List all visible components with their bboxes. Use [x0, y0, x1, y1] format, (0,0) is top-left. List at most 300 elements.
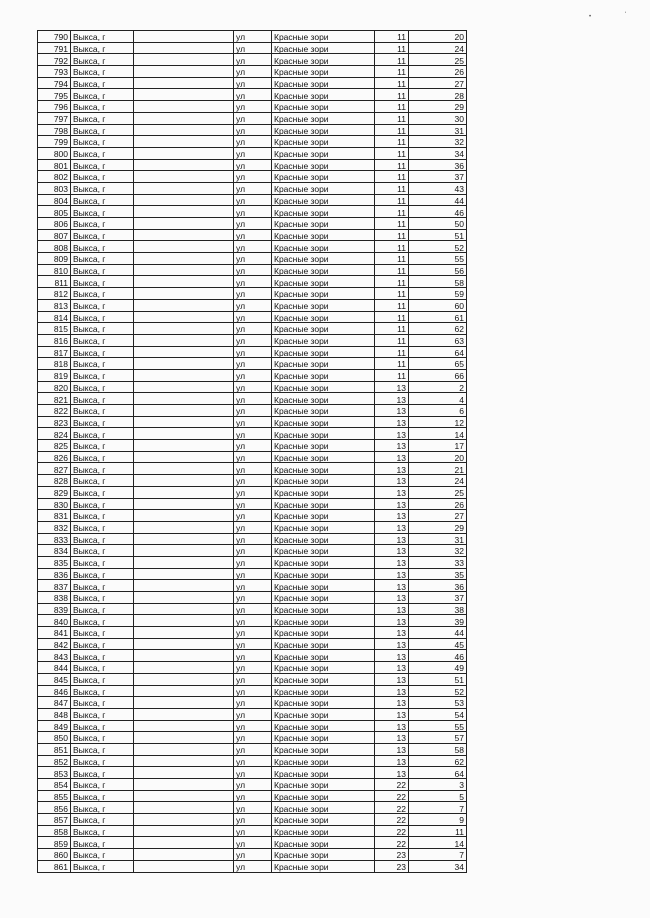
table-row [38, 650, 467, 662]
table-row [38, 825, 467, 837]
house-number-cell: 11 [375, 299, 409, 311]
house-number-cell: 13 [375, 685, 409, 697]
city-cell: Выкса, г [71, 323, 134, 335]
street-name-cell: Красные зори [272, 697, 375, 709]
blank-cell [134, 393, 234, 405]
blank-cell [134, 743, 234, 755]
row-number: 860 [38, 849, 71, 861]
row-number: 847 [38, 697, 71, 709]
apartment-cell: 53 [409, 697, 467, 709]
apartment-cell: 54 [409, 708, 467, 720]
city-cell: Выкса, г [71, 66, 134, 78]
apartment-cell: 46 [409, 650, 467, 662]
blank-cell [134, 218, 234, 230]
apartment-cell: 7 [409, 802, 467, 814]
row-number: 815 [38, 323, 71, 335]
street-name-cell: Красные зори [272, 451, 375, 463]
street-name-cell: Красные зори [272, 592, 375, 604]
table-row [38, 194, 467, 206]
table-row [38, 673, 467, 685]
city-cell: Выкса, г [71, 89, 134, 101]
blank-cell [134, 264, 234, 276]
street-name-cell: Красные зори [272, 779, 375, 791]
street-name-cell: Красные зори [272, 311, 375, 323]
row-number: 798 [38, 124, 71, 136]
street-name-cell: Красные зори [272, 241, 375, 253]
apartment-cell: 60 [409, 299, 467, 311]
street-name-cell: Красные зори [272, 475, 375, 487]
city-cell: Выкса, г [71, 276, 134, 288]
blank-cell [134, 697, 234, 709]
row-number: 803 [38, 182, 71, 194]
city-cell: Выкса, г [71, 54, 134, 66]
table-row [38, 299, 467, 311]
apartment-cell: 55 [409, 720, 467, 732]
street-name-cell: Красные зори [272, 416, 375, 428]
house-number-cell: 22 [375, 779, 409, 791]
blank-cell [134, 77, 234, 89]
apartment-cell: 31 [409, 533, 467, 545]
row-number: 812 [38, 288, 71, 300]
street-type-cell: ул [234, 323, 272, 335]
table-row [38, 720, 467, 732]
row-number: 838 [38, 592, 71, 604]
street-type-cell: ул [234, 229, 272, 241]
city-cell: Выкса, г [71, 825, 134, 837]
apartment-cell: 27 [409, 510, 467, 522]
house-number-cell: 13 [375, 755, 409, 767]
apartment-cell: 17 [409, 440, 467, 452]
street-name-cell: Красные зори [272, 358, 375, 370]
street-type-cell: ул [234, 218, 272, 230]
city-cell: Выкса, г [71, 779, 134, 791]
blank-cell [134, 592, 234, 604]
street-type-cell: ул [234, 288, 272, 300]
apartment-cell: 58 [409, 743, 467, 755]
street-name-cell: Красные зори [272, 650, 375, 662]
house-number-cell: 11 [375, 171, 409, 183]
row-number: 844 [38, 662, 71, 674]
row-number: 816 [38, 334, 71, 346]
blank-cell [134, 241, 234, 253]
apartment-cell: 5 [409, 790, 467, 802]
row-number: 793 [38, 66, 71, 78]
street-type-cell: ул [234, 264, 272, 276]
row-number: 861 [38, 860, 71, 872]
blank-cell [134, 708, 234, 720]
table-row [38, 229, 467, 241]
city-cell: Выкса, г [71, 101, 134, 113]
table-row [38, 334, 467, 346]
street-name-cell: Красные зори [272, 54, 375, 66]
street-type-cell: ул [234, 849, 272, 861]
table-body [38, 31, 467, 873]
house-number-cell: 13 [375, 556, 409, 568]
row-number: 832 [38, 521, 71, 533]
blank-cell [134, 767, 234, 779]
apartment-cell: 62 [409, 755, 467, 767]
table-row [38, 276, 467, 288]
row-number: 834 [38, 545, 71, 557]
row-number: 826 [38, 451, 71, 463]
street-name-cell: Красные зори [272, 673, 375, 685]
street-type-cell: ул [234, 171, 272, 183]
table-row [38, 31, 467, 43]
row-number: 843 [38, 650, 71, 662]
blank-cell [134, 814, 234, 826]
street-name-cell: Красные зори [272, 182, 375, 194]
street-name-cell: Красные зори [272, 732, 375, 744]
house-number-cell: 11 [375, 288, 409, 300]
city-cell: Выкса, г [71, 264, 134, 276]
blank-cell [134, 136, 234, 148]
street-type-cell: ул [234, 77, 272, 89]
table-row [38, 849, 467, 861]
blank-cell [134, 533, 234, 545]
scan-speck: • [589, 14, 592, 20]
row-number: 799 [38, 136, 71, 148]
house-number-cell: 11 [375, 206, 409, 218]
table-row [38, 814, 467, 826]
blank-cell [134, 615, 234, 627]
street-name-cell: Красные зори [272, 206, 375, 218]
table-row [38, 790, 467, 802]
street-name-cell: Красные зори [272, 218, 375, 230]
street-type-cell: ул [234, 814, 272, 826]
city-cell: Выкса, г [71, 790, 134, 802]
apartment-cell: 66 [409, 369, 467, 381]
apartment-cell: 20 [409, 451, 467, 463]
apartment-cell: 14 [409, 837, 467, 849]
city-cell: Выкса, г [71, 288, 134, 300]
table-row [38, 802, 467, 814]
row-number: 833 [38, 533, 71, 545]
house-number-cell: 13 [375, 428, 409, 440]
row-number: 856 [38, 802, 71, 814]
row-number: 858 [38, 825, 71, 837]
house-number-cell: 22 [375, 790, 409, 802]
row-number: 859 [38, 837, 71, 849]
apartment-cell: 61 [409, 311, 467, 323]
row-number: 824 [38, 428, 71, 440]
street-type-cell: ул [234, 369, 272, 381]
street-name-cell: Красные зори [272, 299, 375, 311]
blank-cell [134, 381, 234, 393]
street-name-cell: Красные зори [272, 498, 375, 510]
street-name-cell: Красные зори [272, 627, 375, 639]
table-row [38, 381, 467, 393]
apartment-cell: 20 [409, 31, 467, 43]
blank-cell [134, 451, 234, 463]
apartment-cell: 39 [409, 615, 467, 627]
house-number-cell: 11 [375, 54, 409, 66]
row-number: 820 [38, 381, 71, 393]
row-number: 811 [38, 276, 71, 288]
street-type-cell: ул [234, 334, 272, 346]
street-name-cell: Красные зори [272, 521, 375, 533]
city-cell: Выкса, г [71, 603, 134, 615]
row-number: 801 [38, 159, 71, 171]
city-cell: Выкса, г [71, 533, 134, 545]
house-number-cell: 13 [375, 650, 409, 662]
street-type-cell: ул [234, 837, 272, 849]
apartment-cell: 43 [409, 182, 467, 194]
street-type-cell: ул [234, 124, 272, 136]
city-cell: Выкса, г [71, 463, 134, 475]
apartment-cell: 51 [409, 229, 467, 241]
house-number-cell: 13 [375, 486, 409, 498]
street-type-cell: ул [234, 486, 272, 498]
street-name-cell: Красные зори [272, 194, 375, 206]
blank-cell [134, 288, 234, 300]
blank-cell [134, 124, 234, 136]
row-number: 850 [38, 732, 71, 744]
street-name-cell: Красные зори [272, 463, 375, 475]
apartment-cell: 25 [409, 486, 467, 498]
street-name-cell: Красные зори [272, 720, 375, 732]
street-name-cell: Красные зори [272, 346, 375, 358]
house-number-cell: 11 [375, 42, 409, 54]
house-number-cell: 23 [375, 860, 409, 872]
row-number: 791 [38, 42, 71, 54]
street-type-cell: ул [234, 662, 272, 674]
apartment-cell: 56 [409, 264, 467, 276]
blank-cell [134, 755, 234, 767]
street-type-cell: ул [234, 428, 272, 440]
street-name-cell: Красные зори [272, 486, 375, 498]
street-name-cell: Красные зори [272, 685, 375, 697]
house-number-cell: 23 [375, 849, 409, 861]
table-row [38, 136, 467, 148]
street-type-cell: ул [234, 779, 272, 791]
city-cell: Выкса, г [71, 849, 134, 861]
house-number-cell: 11 [375, 229, 409, 241]
street-type-cell: ул [234, 299, 272, 311]
city-cell: Выкса, г [71, 171, 134, 183]
city-cell: Выкса, г [71, 440, 134, 452]
blank-cell [134, 346, 234, 358]
table-row [38, 323, 467, 335]
blank-cell [134, 545, 234, 557]
table-row [38, 112, 467, 124]
street-name-cell: Красные зори [272, 77, 375, 89]
table-row [38, 662, 467, 674]
table-row [38, 66, 467, 78]
row-number: 845 [38, 673, 71, 685]
street-type-cell: ул [234, 615, 272, 627]
city-cell: Выкса, г [71, 428, 134, 440]
table-row [38, 253, 467, 265]
row-number: 810 [38, 264, 71, 276]
city-cell: Выкса, г [71, 708, 134, 720]
city-cell: Выкса, г [71, 31, 134, 43]
city-cell: Выкса, г [71, 241, 134, 253]
house-number-cell: 11 [375, 89, 409, 101]
house-number-cell: 11 [375, 112, 409, 124]
table-row [38, 568, 467, 580]
table-row [38, 147, 467, 159]
house-number-cell: 13 [375, 732, 409, 744]
row-number: 819 [38, 369, 71, 381]
apartment-cell: 32 [409, 136, 467, 148]
apartment-cell: 46 [409, 206, 467, 218]
table-row [38, 685, 467, 697]
street-type-cell: ул [234, 767, 272, 779]
apartment-cell: 51 [409, 673, 467, 685]
apartment-cell: 11 [409, 825, 467, 837]
street-type-cell: ул [234, 685, 272, 697]
city-cell: Выкса, г [71, 416, 134, 428]
table-row [38, 475, 467, 487]
blank-cell [134, 405, 234, 417]
apartment-cell: 26 [409, 498, 467, 510]
table-row [38, 697, 467, 709]
blank-cell [134, 650, 234, 662]
house-number-cell: 11 [375, 101, 409, 113]
street-type-cell: ул [234, 545, 272, 557]
house-number-cell: 13 [375, 533, 409, 545]
apartment-cell: 6 [409, 405, 467, 417]
row-number: 800 [38, 147, 71, 159]
row-number: 851 [38, 743, 71, 755]
row-number: 814 [38, 311, 71, 323]
apartment-cell: 65 [409, 358, 467, 370]
table-row [38, 627, 467, 639]
row-number: 802 [38, 171, 71, 183]
street-type-cell: ул [234, 182, 272, 194]
city-cell: Выкса, г [71, 77, 134, 89]
city-cell: Выкса, г [71, 685, 134, 697]
blank-cell [134, 334, 234, 346]
apartment-cell: 28 [409, 89, 467, 101]
table-row [38, 77, 467, 89]
house-number-cell: 11 [375, 323, 409, 335]
blank-cell [134, 147, 234, 159]
table-row [38, 393, 467, 405]
house-number-cell: 13 [375, 475, 409, 487]
street-name-cell: Красные зори [272, 253, 375, 265]
apartment-cell: 63 [409, 334, 467, 346]
house-number-cell: 13 [375, 568, 409, 580]
city-cell: Выкса, г [71, 229, 134, 241]
street-name-cell: Красные зори [272, 743, 375, 755]
street-type-cell: ул [234, 194, 272, 206]
house-number-cell: 22 [375, 814, 409, 826]
street-type-cell: ул [234, 475, 272, 487]
blank-cell [134, 860, 234, 872]
blank-cell [134, 416, 234, 428]
blank-cell [134, 440, 234, 452]
blank-cell [134, 101, 234, 113]
street-name-cell: Красные зори [272, 662, 375, 674]
blank-cell [134, 358, 234, 370]
city-cell: Выкса, г [71, 42, 134, 54]
city-cell: Выкса, г [71, 475, 134, 487]
row-number: 807 [38, 229, 71, 241]
apartment-cell: 14 [409, 428, 467, 440]
house-number-cell: 11 [375, 66, 409, 78]
table-row [38, 42, 467, 54]
street-type-cell: ул [234, 498, 272, 510]
blank-cell [134, 837, 234, 849]
blank-cell [134, 779, 234, 791]
street-type-cell: ул [234, 89, 272, 101]
house-number-cell: 11 [375, 369, 409, 381]
city-cell: Выкса, г [71, 755, 134, 767]
blank-cell [134, 638, 234, 650]
apartment-cell: 52 [409, 685, 467, 697]
apartment-cell: 36 [409, 159, 467, 171]
table-row [38, 54, 467, 66]
street-type-cell: ул [234, 393, 272, 405]
street-type-cell: ул [234, 673, 272, 685]
house-number-cell: 11 [375, 276, 409, 288]
blank-cell [134, 556, 234, 568]
street-name-cell: Красные зори [272, 136, 375, 148]
city-cell: Выкса, г [71, 253, 134, 265]
street-name-cell: Красные зори [272, 171, 375, 183]
house-number-cell: 13 [375, 580, 409, 592]
apartment-cell: 45 [409, 638, 467, 650]
apartment-cell: 44 [409, 627, 467, 639]
blank-cell [134, 112, 234, 124]
table-row [38, 451, 467, 463]
house-number-cell: 11 [375, 124, 409, 136]
house-number-cell: 13 [375, 615, 409, 627]
table-row [38, 743, 467, 755]
house-number-cell: 13 [375, 521, 409, 533]
street-type-cell: ул [234, 708, 272, 720]
house-number-cell: 13 [375, 743, 409, 755]
street-type-cell: ул [234, 743, 272, 755]
apartment-cell: 32 [409, 545, 467, 557]
house-number-cell: 11 [375, 147, 409, 159]
house-number-cell: 11 [375, 218, 409, 230]
street-name-cell: Красные зори [272, 545, 375, 557]
blank-cell [134, 486, 234, 498]
blank-cell [134, 369, 234, 381]
street-type-cell: ул [234, 159, 272, 171]
row-number: 806 [38, 218, 71, 230]
blank-cell [134, 849, 234, 861]
apartment-cell: 21 [409, 463, 467, 475]
row-number: 842 [38, 638, 71, 650]
blank-cell [134, 627, 234, 639]
city-cell: Выкса, г [71, 299, 134, 311]
apartment-cell: 9 [409, 814, 467, 826]
house-number-cell: 13 [375, 638, 409, 650]
city-cell: Выкса, г [71, 334, 134, 346]
house-number-cell: 13 [375, 720, 409, 732]
street-type-cell: ул [234, 533, 272, 545]
table-row [38, 638, 467, 650]
table-row [38, 521, 467, 533]
street-type-cell: ул [234, 755, 272, 767]
row-number: 836 [38, 568, 71, 580]
city-cell: Выкса, г [71, 159, 134, 171]
street-type-cell: ул [234, 697, 272, 709]
city-cell: Выкса, г [71, 767, 134, 779]
street-name-cell: Красные зори [272, 124, 375, 136]
apartment-cell: 64 [409, 767, 467, 779]
apartment-cell: 59 [409, 288, 467, 300]
house-number-cell: 13 [375, 662, 409, 674]
blank-cell [134, 42, 234, 54]
house-number-cell: 22 [375, 837, 409, 849]
apartment-cell: 44 [409, 194, 467, 206]
table-row [38, 428, 467, 440]
street-type-cell: ул [234, 66, 272, 78]
